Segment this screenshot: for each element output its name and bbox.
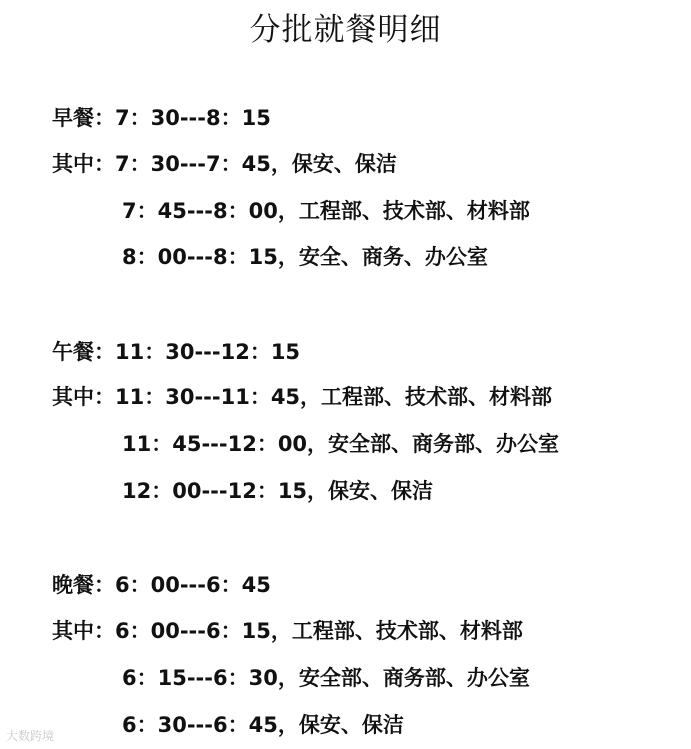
lunch-time: 11：30---12：15 (115, 340, 301, 364)
dinner-item-1: 6：00---6：15，工程部、技术部、材料部 (115, 619, 523, 643)
breakfast-time: 7：30---8：15 (115, 106, 271, 130)
page-title: 分批就餐明细 (249, 12, 442, 48)
lunch-detail-1 (52, 384, 552, 410)
lunch-detail-2 (122, 431, 559, 457)
breakfast-detail-2 (122, 198, 530, 224)
breakfast-detail-1 (52, 151, 397, 177)
dinner-line (52, 572, 271, 598)
dinner-detail-1 (52, 618, 523, 644)
breakfast-label: 早餐： (52, 106, 115, 130)
dinner-sub-label: 其中： (52, 619, 115, 643)
breakfast-sub-label: 其中： (52, 152, 115, 176)
breakfast-line (52, 105, 271, 131)
lunch-sub-label: 其中： (52, 385, 115, 409)
watermark-text: 大数跨境 (6, 729, 55, 743)
watermark (6, 727, 54, 744)
dinner-label: 晚餐： (52, 573, 115, 597)
breakfast-detail-3 (122, 244, 488, 270)
lunch-item-1: 11：30---11：45，工程部、技术部、材料部 (115, 385, 553, 409)
breakfast-item-1: 7：30---7：45，保安、保洁 (115, 152, 397, 176)
breakfast-item-3: 8：00---8：15，安全、商务、办公室 (122, 245, 488, 269)
breakfast-item-2: 7：45---8：00，工程部、技术部、材料部 (122, 199, 530, 223)
dinner-detail-2 (122, 665, 530, 691)
dinner-time: 6：00---6：45 (115, 573, 271, 597)
lunch-item-3: 12：00---12：15，保安、保洁 (122, 479, 434, 503)
dinner-item-3: 6：30---6：45，保安、保洁 (122, 713, 404, 737)
lunch-item-2: 11：45---12：00，安全部、商务部、办公室 (122, 432, 560, 456)
lunch-label: 午餐： (52, 340, 115, 364)
dinner-item-2: 6：15---6：30，安全部、商务部、办公室 (122, 666, 530, 690)
dinner-detail-3 (122, 712, 404, 738)
lunch-line (52, 339, 300, 365)
lunch-detail-3 (122, 478, 433, 504)
